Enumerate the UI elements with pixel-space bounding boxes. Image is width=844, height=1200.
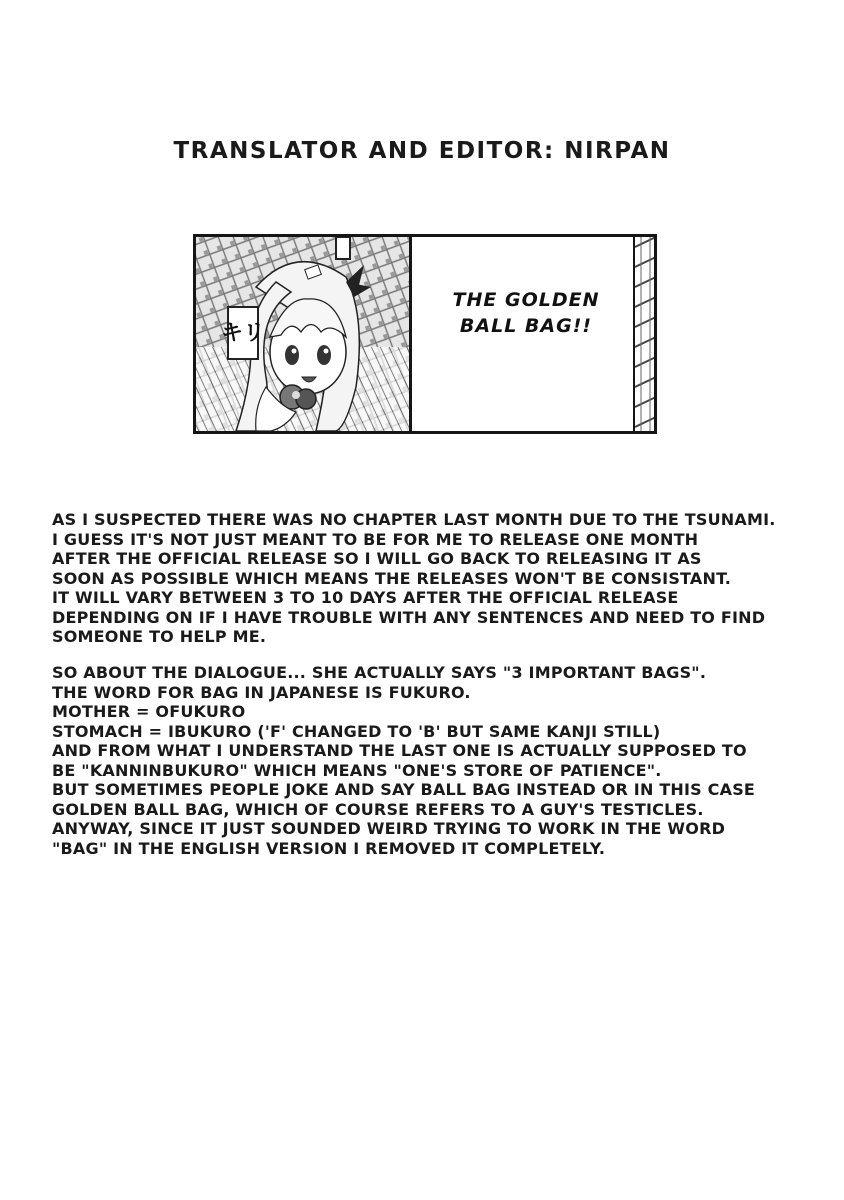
sfx-text: キリ (220, 321, 266, 346)
panel-edge-art (633, 237, 656, 431)
note-line: MOTHER = OFUKURO (52, 702, 246, 721)
translator-note-paragraph-1 (52, 510, 812, 647)
note-line: SOMEONE TO HELP ME. (52, 627, 267, 646)
note-line: I GUESS IT'S NOT JUST MEANT TO BE FOR ME TO RELEASE ONE MONTH (52, 529, 699, 549)
note-line: AFTER THE OFFICIAL RELEASE SO I WILL GO BACK TO RELEASING IT AS (52, 549, 702, 568)
note-line: SOON AS POSSIBLE WHICH MEANS THE RELEASES WON'T BE CONSISTANT. (52, 568, 732, 588)
speech-line-1: THE GOLDEN (452, 289, 600, 311)
note-line: SO ABOUT THE DIALOGUE... SHE ACTUALLY SAYS "3 IMPORTANT BAGS". (52, 663, 707, 682)
note-line: AS I SUSPECTED THERE WAS NO CHAPTER LAST MONTH DUE TO THE TSUNAMI. (52, 510, 776, 529)
panel-divider (409, 237, 412, 431)
note-line: GOLDEN BALL BAG, WHICH OF COURSE REFERS TO A GUY'S TESTICLES. (52, 799, 704, 819)
note-line: BUT SOMETIMES PEOPLE JOKE AND SAY BALL BAG INSTEAD OR IN THIS CASE (52, 780, 756, 799)
note-line: THE WORD FOR BAG IN JAPANESE IS FUKURO. (52, 682, 471, 702)
note-line: IT WILL VARY BETWEEN 3 TO 10 DAYS AFTER THE OFFICIAL RELEASE (52, 588, 679, 607)
speech-line-2: BALL BAG!! (459, 315, 593, 337)
speech-bubble-text (428, 287, 624, 339)
note-line: "BAG" IN THE ENGLISH VERSION I REMOVED IT COMPLETELY. (52, 838, 606, 858)
manga-illustration (196, 237, 411, 431)
manga-panel (193, 234, 657, 434)
note-line: DEPENDING ON IF I HAVE TROUBLE WITH ANY SENTENCES AND NEED TO FIND (52, 607, 766, 627)
note-line: BE "KANNINBUKURO" WHICH MEANS "ONE'S STORE OF PATIENCE". (52, 760, 662, 780)
note-line: AND FROM WHAT I UNDERSTAND THE LAST ONE IS ACTUALLY SUPPOSED TO (52, 741, 747, 760)
page-title: TRANSLATOR AND EDITOR: NIRPAN (173, 138, 671, 164)
translator-note-paragraph-2 (52, 663, 812, 858)
note-line: ANYWAY, SINCE IT JUST SOUNDED WEIRD TRYING TO WORK IN THE WORD (52, 819, 726, 838)
note-line: STOMACH = IBUKURO ('F' CHANGED TO 'B' BUT SAME KANJI STILL) (52, 721, 661, 741)
